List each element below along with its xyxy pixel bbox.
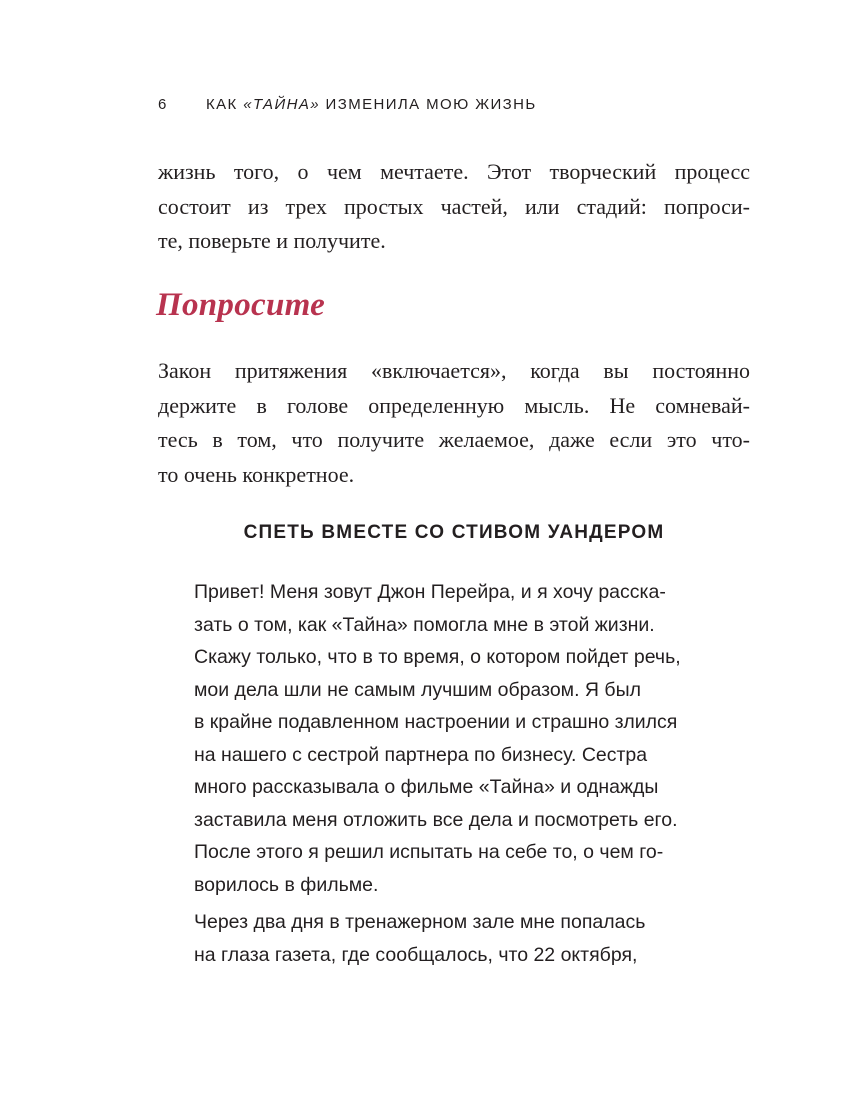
text-line: много рассказывала о фильме «Тайна» и однажды: [194, 776, 659, 798]
running-head-title-after: ИЗМЕНИЛА МОЮ ЖИЗНЬ: [319, 96, 537, 113]
running-head-title-before: КАК: [206, 96, 244, 113]
section-heading: Попросите: [156, 287, 326, 323]
text-line: Привет! Меня зовут Джон Перейра, и я хочу расска-: [194, 581, 666, 603]
text-line: то очень конкретное.: [158, 461, 355, 487]
story-paragraph-1: [194, 576, 739, 901]
text-line: Скажу только, что в то время, о котором пойдет речь,: [194, 646, 681, 668]
story-paragraph-2: [194, 906, 739, 971]
text-line: После этого я решил испытать на себе то, о чем го-: [194, 841, 664, 863]
running-head-title-italic: «ТАЙНА»: [243, 96, 320, 113]
text-line: ворилось в фильме.: [194, 873, 379, 896]
text-line: тесь в том, что получите желаемое, даже если это что-: [158, 427, 750, 452]
text-line: держите в голове определенную мысль. Не сомневай-: [158, 392, 750, 418]
page-number: 6: [158, 96, 168, 113]
text-line: Закон притяжения «включается», когда вы постоянно: [158, 358, 750, 383]
text-line: Через два дня в тренажерном зале мне попалась: [194, 911, 646, 933]
text-line: жизнь того, о чем мечтаете. Этот творческий процесс: [158, 159, 750, 184]
text-line: в крайне подавленном настроении и страшно злился: [194, 711, 678, 733]
text-line: заставила меня отложить все дела и посмотреть его.: [194, 808, 678, 831]
sidebar-title: СПЕТЬ ВМЕСТЕ СО СТИВОМ УАНДЕРОМ: [243, 522, 665, 543]
text-line: те, поверьте и получите.: [158, 228, 386, 253]
text-line: на нашего с сестрой партнера по бизнесу. Сестра: [194, 743, 648, 766]
body-paragraph: [158, 354, 750, 492]
intro-paragraph: [158, 155, 750, 259]
running-head: [158, 96, 537, 113]
text-line: на глаза газета, где сообщалось, что 22 октября,: [194, 943, 638, 966]
text-line: состоит из трех простых частей, или стадий: попроси-: [158, 193, 750, 219]
text-line: зать о том, как «Тайна» помогла мне в этой жизни.: [194, 613, 655, 636]
text-line: мои дела шли не самым лучшим образом. Я был: [194, 678, 641, 701]
